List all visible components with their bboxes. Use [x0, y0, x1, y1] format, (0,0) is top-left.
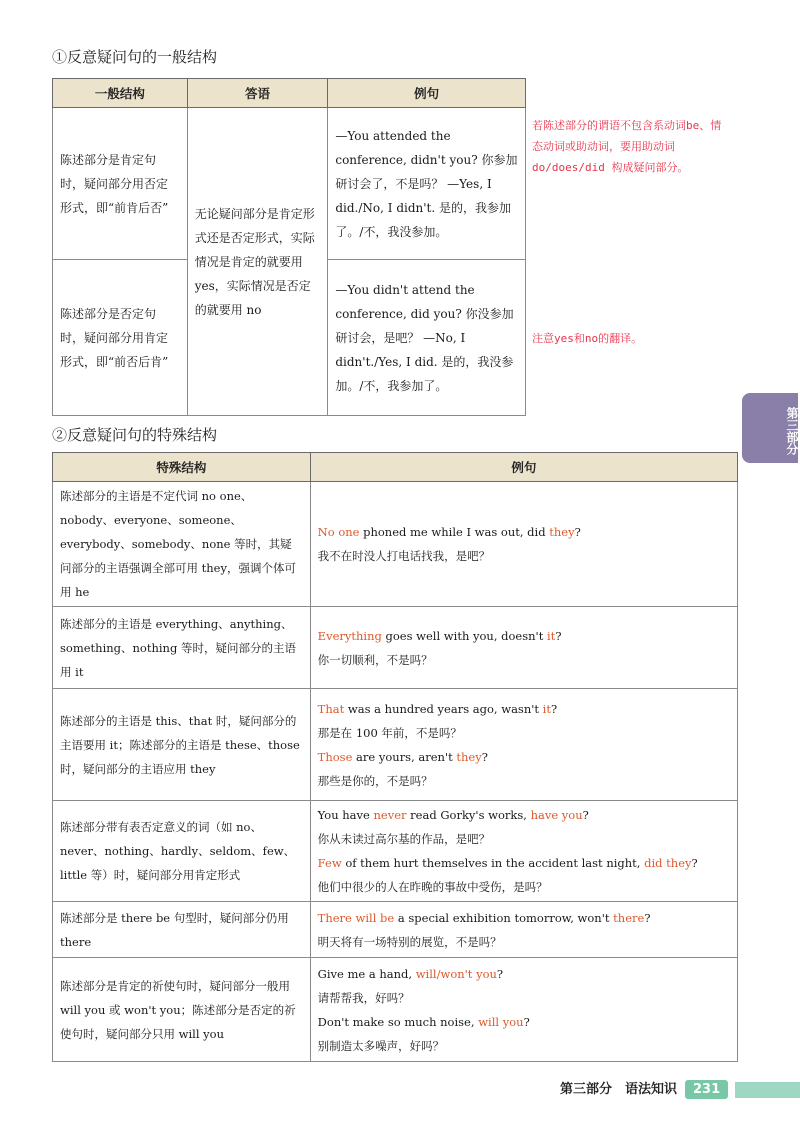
page-number: 231: [685, 1080, 728, 1099]
sentence-text: ?: [481, 749, 488, 764]
translation-text: 你一切顺利，不是吗？: [317, 652, 433, 667]
highlighted-text: will you: [478, 1014, 524, 1029]
annotation-note-1: 若陈述部分的谓语不包含系动词be、情态动词或助动词，要用助动词do/does/did 构成疑问部分。: [532, 119, 722, 174]
special-structure-cell: 陈述部分的主语是不定代词 no one、nobody、everyone、someone、everybody、somebody、none 等时，其疑问部分的主语强调全部可用 they，强调个体可用 he: [53, 482, 311, 607]
example-cell: [310, 689, 737, 801]
table-row: [53, 902, 738, 958]
special-structure-cell: 陈述部分的主语是 everything、anything、something、nothing 等时，疑问部分的主语用 it: [53, 607, 311, 689]
sentence-text: ?: [523, 1014, 530, 1029]
translation-text: 那是在 100 年前，不是吗？: [317, 725, 462, 740]
sentence-text: phoned me while I was out, did: [359, 525, 550, 539]
translation-text: 你从未读过高尔基的作品，是吧？: [317, 832, 491, 846]
sentence-text: ?: [550, 701, 558, 716]
translation-text: 那些是你的，不是吗？: [317, 773, 433, 788]
sentence-text: ?: [574, 525, 581, 539]
sentence-text: Don't make so much noise,: [317, 1014, 479, 1029]
sentence-text: are yours, aren't: [352, 749, 457, 764]
example-cell: [310, 958, 737, 1062]
sentence-text: a special exhibition tomorrow, won't: [394, 910, 614, 925]
section1-title: ①反意疑问句的一般结构: [52, 48, 218, 66]
highlighted-text: did they: [644, 856, 692, 870]
table-row: [53, 958, 738, 1062]
example-cell: [310, 801, 737, 902]
table-row: [53, 689, 738, 801]
highlighted-text: they: [456, 749, 482, 764]
special-structure-cell: 陈述部分是 there be 句型时，疑问部分仍用 there: [53, 902, 311, 958]
example-line: [318, 745, 730, 769]
header-example: 例句: [328, 79, 526, 108]
highlighted-text: will/won't you: [415, 966, 497, 981]
table-row: [53, 607, 738, 689]
example-line: [318, 520, 730, 544]
table-row: [53, 482, 738, 607]
translation-text: 别制造太多噪声，好吗？: [317, 1038, 445, 1053]
example-line: [318, 769, 730, 793]
example-line: [318, 648, 730, 672]
row2-structure: 陈述部分是否定句时，疑问部分用肯定形式，即“前否后肯”: [53, 260, 188, 416]
section2-title: ②反意疑问句的特殊结构: [52, 426, 218, 444]
example-line: [318, 544, 730, 568]
table-row: [53, 801, 738, 902]
example-line: [318, 986, 730, 1010]
example-line: [318, 697, 730, 721]
footer-section: 第三部分 语法知识: [560, 1082, 678, 1097]
sentence-text: ?: [691, 856, 698, 870]
footer: [560, 1078, 728, 1099]
row2-example: —You didn't attend the conference, did you? 你没参加研讨会，是吧？ —No, I didn't./Yes, I did. 是的，我没参加。/不，我参加了。: [328, 260, 526, 416]
footer-bar: [735, 1082, 800, 1098]
example-line: [318, 624, 730, 648]
sentence-text: of them hurt themselves in the accident last night,: [341, 856, 645, 870]
sentence-text: ?: [582, 808, 589, 822]
highlighted-text: have you: [530, 808, 583, 822]
general-structure-table: [52, 78, 526, 416]
header-special-example: 例句: [310, 453, 737, 482]
example-line: [318, 906, 730, 930]
translation-text: 明天将有一场特别的展览，不是吗？: [317, 934, 502, 949]
sentence-text: ?: [496, 966, 504, 981]
translation-text: 他们中很少的人在昨晚的事故中受伤，是吗？: [317, 880, 548, 894]
annotation-note-2: 注意yes和no的翻译。: [532, 332, 643, 345]
highlighted-text: Few: [317, 856, 342, 870]
example-cell: [310, 902, 737, 958]
sentence-text: Give me a hand,: [317, 966, 416, 981]
row1-structure: 陈述部分是肯定句时，疑问部分用否定形式，即“前肯后否”: [53, 108, 188, 260]
example-line: [318, 851, 730, 875]
example-line: [318, 827, 730, 851]
special-structure-cell: 陈述部分带有表否定意义的词（如 no、never、nothing、hardly、seldom、few、little 等）时，疑问部分用肯定形式: [53, 801, 311, 902]
example-cell: [310, 607, 737, 689]
sentence-text: read Gorky's works,: [406, 808, 531, 822]
example-line: [318, 803, 730, 827]
answer-cell: 无论疑问部分是肯定形式还是否定形式，实际情况是肯定的就要用 yes，实际情况是否定的就要用 no: [187, 108, 328, 416]
highlighted-text: That: [317, 701, 345, 716]
highlighted-text: never: [373, 808, 407, 822]
special-structure-table: [52, 452, 738, 1062]
example-line: [318, 875, 730, 899]
sentence-text: goes well with you, doesn't: [381, 628, 547, 643]
highlighted-text: it: [542, 701, 551, 716]
highlighted-text: there: [613, 910, 645, 925]
example-line: [318, 721, 730, 745]
row1-example: —You attended the conference, didn't you? 你参加研讨会了，不是吗？ —Yes, I did./No, I didn't. 是的，我参加了。/不，我没参加。: [328, 108, 526, 260]
header-structure: 一般结构: [53, 79, 188, 108]
example-cell: [310, 482, 737, 607]
example-line: [318, 962, 730, 986]
translation-text: 我不在时没人打电话找我，是吧？: [317, 549, 491, 563]
highlighted-text: No one: [317, 525, 360, 539]
sentence-text: ?: [555, 628, 562, 643]
highlighted-text: they: [549, 525, 575, 539]
example-line: [318, 1010, 730, 1034]
sentence-text: You have: [317, 808, 374, 822]
highlighted-text: it: [547, 628, 556, 643]
header-answer: 答语: [187, 79, 328, 108]
example-line: [318, 1034, 730, 1058]
side-section-tab[interactable]: 第三部分: [742, 393, 798, 463]
highlighted-text: Those: [317, 749, 353, 764]
special-structure-cell: 陈述部分的主语是 this、that 时，疑问部分的主语要用 it；陈述部分的主语是 these、those 时，疑问部分的主语应用 they: [53, 689, 311, 801]
translation-text: 请帮帮我，好吗？: [317, 990, 410, 1005]
highlighted-text: Everything: [317, 628, 382, 643]
example-line: [318, 930, 730, 954]
sentence-text: ?: [644, 910, 651, 925]
highlighted-text: There will be: [317, 910, 395, 925]
sentence-text: was a hundred years ago, wasn't: [344, 701, 543, 716]
header-special-structure: 特殊结构: [53, 453, 311, 482]
special-structure-cell: 陈述部分是肯定的祈使句时，疑问部分一般用 will you 或 won't you；陈述部分是否定的祈使句时，疑问部分只用 will you: [53, 958, 311, 1062]
